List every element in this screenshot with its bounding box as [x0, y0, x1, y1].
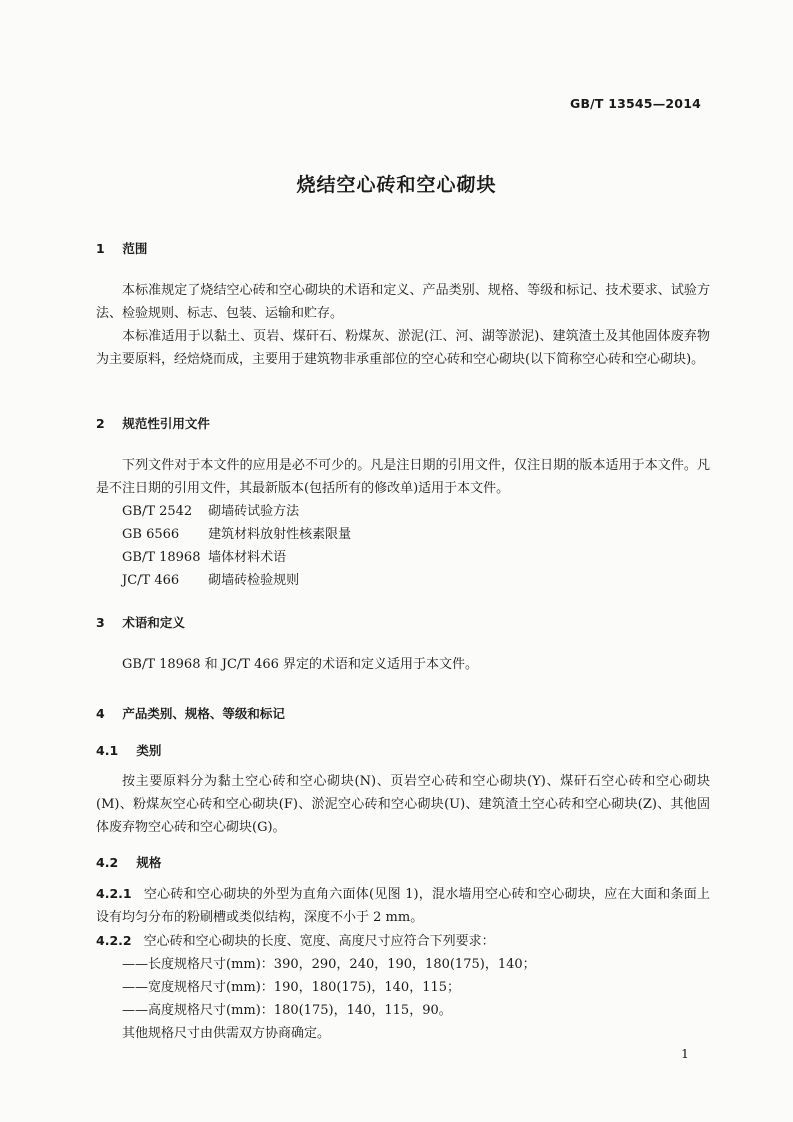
- section-2-heading: [96, 414, 210, 432]
- subsection-4-2-body: [96, 882, 710, 1045]
- section-4-heading: [96, 704, 285, 722]
- section-3-heading: [96, 613, 185, 631]
- clause-text: 空心砖和空心砌块的长度、宽度、高度尺寸应符合下列要求：: [143, 934, 495, 949]
- reference-name: 砌墙砖试验方法: [208, 504, 300, 519]
- reference-item: [96, 523, 710, 546]
- section-title: 术语和定义: [122, 615, 185, 630]
- reference-code: GB/T 2542: [122, 504, 193, 519]
- reference-code: JC/T 466: [122, 573, 180, 588]
- paragraph: 本标准规定了烧结空心砖和空心砌块的术语和定义、产品类别、规格、等级和标记、技术要求、试验方法、检验规则、标志、包装、运输和贮存。: [96, 283, 710, 321]
- paragraph: 按主要原料分为黏土空心砖和空心砌块(N)、页岩空心砖和空心砌块(Y)、煤矸石空心砖和空心砌块(M)、粉煤灰空心砖和空心砌块(F)、淤泥空心砖和空心砌块(U)、建筑渣土空心砖和空心砌块(Z)、其他固体废弃物空心砖和空心砌块(G)。: [96, 774, 710, 835]
- page-number: 1: [681, 1046, 689, 1061]
- section-number: 2: [96, 416, 105, 431]
- paragraph: 本标准适用于以黏土、页岩、煤矸石、粉煤灰、淤泥(江、河、湖等淤泥)、建筑渣土及其他固体废弃物为主要原料，经焙烧而成，主要用于建筑物非承重部位的空心砖和空心砌块(以下简称空心砖和空心砌块)。: [96, 329, 710, 367]
- section-1-body: [96, 279, 710, 371]
- list-item: ——高度规格尺寸(mm)：180(175)，140，115，90。: [122, 1003, 452, 1018]
- clause-text: 空心砖和空心砌块的外型为直角六面体(见图 1)，混水墙用空心砖和空心砌块，应在大面和条面上设有均匀分布的粉刷槽或类似结构，深度不小于 2 mm。: [96, 887, 710, 925]
- subsection-4-1-heading: [96, 741, 161, 759]
- reference-item: [96, 546, 710, 569]
- subsection-number: 4.2: [96, 855, 119, 870]
- section-number: 3: [96, 615, 105, 630]
- list-item: ——宽度规格尺寸(mm)：190，180(175)，140，115；: [122, 980, 461, 995]
- clause-number: 4.2.2: [96, 933, 132, 948]
- subsection-title: 规格: [136, 855, 162, 870]
- section-number: 1: [96, 241, 105, 256]
- reference-name: 墙体材料术语: [208, 550, 287, 565]
- standard-code: GB/T 13545—2014: [569, 96, 701, 111]
- section-2-body: [96, 454, 710, 592]
- reference-code: GB/T 18968: [122, 550, 201, 565]
- section-title: 规范性引用文件: [122, 416, 210, 431]
- reference-name: 砌墙砖检验规则: [208, 573, 300, 588]
- paragraph: 下列文件对于本文件的应用是必不可少的。凡是注日期的引用文件，仅注日期的版本适用于本文件。凡是不注日期的引用文件，其最新版本(包括所有的修改单)适用于本文件。: [96, 458, 710, 496]
- section-number: 4: [96, 706, 105, 721]
- list-item: ——长度规格尺寸(mm)：390，290，240，190，180(175)，140；: [122, 957, 536, 972]
- reference-item: [96, 569, 710, 592]
- section-1-heading: [96, 239, 147, 257]
- clause-4-2-1: [96, 882, 710, 929]
- paragraph: 其他规格尺寸由供需双方协商确定。: [122, 1026, 331, 1041]
- paragraph: GB/T 18968 和 JC/T 466 界定的术语和定义适用于本文件。: [122, 657, 479, 672]
- reference-code: GB 6566: [122, 527, 180, 542]
- subsection-number: 4.1: [96, 743, 119, 758]
- subsection-title: 类别: [136, 743, 162, 758]
- subsection-4-2-heading: [96, 853, 161, 871]
- clause-number: 4.2.1: [96, 886, 132, 901]
- section-title: 产品类别、规格、等级和标记: [122, 706, 285, 721]
- document-title: 烧结空心砖和空心砌块: [296, 174, 497, 196]
- subsection-4-1-body: [96, 770, 710, 839]
- clause-4-2-2: [96, 929, 710, 953]
- section-title: 范围: [122, 241, 148, 256]
- section-3-body: [96, 653, 710, 676]
- reference-name: 建筑材料放射性核素限量: [208, 527, 352, 542]
- reference-item: [96, 500, 710, 523]
